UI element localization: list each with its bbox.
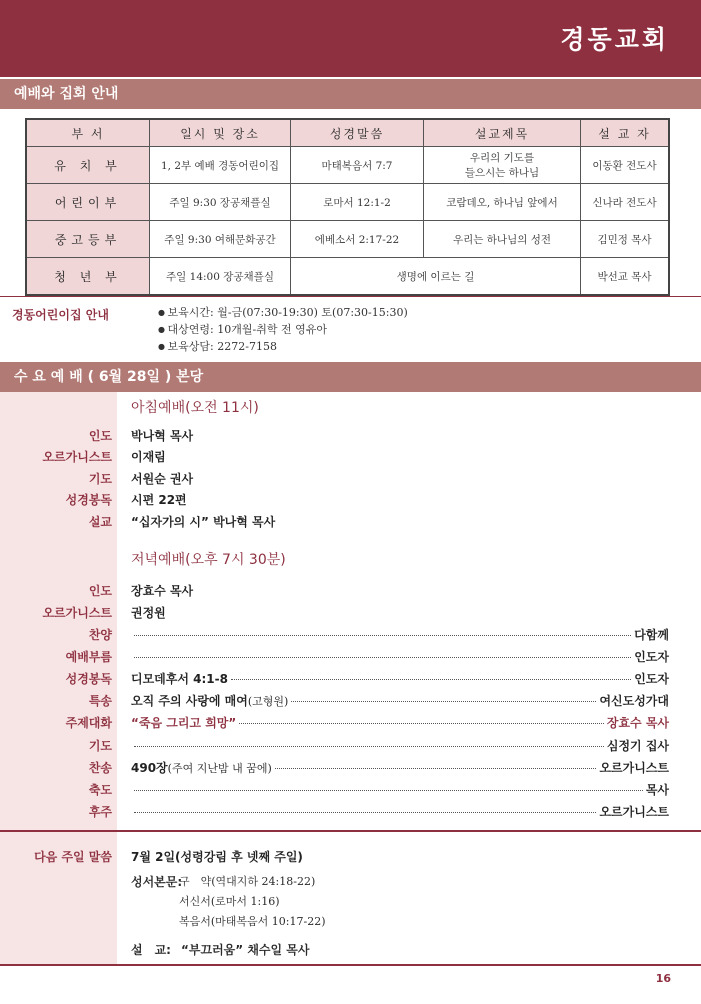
order-note: (고형원) xyxy=(247,695,289,708)
order-right: 다함께 xyxy=(634,628,669,642)
sermon-line: 우리의 기도를 xyxy=(469,152,535,164)
order-label: 특송 xyxy=(88,694,112,708)
table-row xyxy=(26,258,669,296)
order-right: 오르가니스트 xyxy=(599,761,669,775)
dot-leader xyxy=(134,635,631,636)
order-label: 축도 xyxy=(88,783,112,797)
order-row xyxy=(119,737,669,754)
scripture-cell: 로마서 12:1-2 xyxy=(291,184,424,221)
order-row xyxy=(119,692,669,709)
morning-title: 아침예배(오전 11시) xyxy=(131,400,259,416)
order-label: 찬양 xyxy=(88,628,112,642)
order-row xyxy=(119,648,669,665)
sermon-cell: 코람데오, 하나님 앞에서 xyxy=(424,184,581,221)
reading-item: 복음서(마태복음서 10:17-22) xyxy=(179,915,326,928)
order-label: 성경봉독 xyxy=(65,493,112,507)
daycare-list xyxy=(158,304,408,355)
order-value: 박나혁 목사 xyxy=(131,429,194,443)
reading-item: 구 약(역대지하 24:18-22) xyxy=(179,875,316,888)
order-label: 기도 xyxy=(88,739,112,753)
section-title: 수 요 예 배 ( 6월 28일 ) 본당 xyxy=(14,369,204,385)
dot-leader xyxy=(239,723,604,724)
column-header: 성경말씀 xyxy=(291,119,424,147)
order-label: 인도 xyxy=(88,584,112,598)
order-right: 인도자 xyxy=(634,650,669,664)
order-right: 목사 xyxy=(645,783,669,797)
column-header: 설 교 자 xyxy=(581,119,670,147)
order-right: 심정기 집사 xyxy=(606,739,669,753)
header-band xyxy=(0,0,701,77)
dept-cell: 청 년 부 xyxy=(26,258,150,296)
scripture-cell: 에베소서 2:17-22 xyxy=(291,221,424,258)
dept-cell: 중고등부 xyxy=(26,221,150,258)
order-label: 찬송 xyxy=(88,761,112,775)
order-label: 기도 xyxy=(88,472,112,486)
section-title: 예배와 집회 안내 xyxy=(14,86,119,102)
time-place-cell: 주일 9:30 여해문화공간 xyxy=(150,221,291,258)
order-row xyxy=(119,626,669,643)
dot-leader xyxy=(291,701,596,702)
order-left: 오직 주의 사랑에 매여(고형원) xyxy=(131,694,289,708)
order-row xyxy=(119,759,669,776)
sermon-cell xyxy=(424,147,581,184)
sermon-label: 설 교: xyxy=(131,943,171,957)
preacher-cell: 신나라 전도사 xyxy=(581,184,670,221)
order-label: 오르가니스트 xyxy=(42,450,112,464)
order-left: 490장(주여 지난밤 내 꿈에) xyxy=(131,761,272,775)
order-row xyxy=(119,781,669,798)
sermon-cell: 우리는 하나님의 성전 xyxy=(424,221,581,258)
preacher-cell: 이동환 전도사 xyxy=(581,147,670,184)
next-week-label: 다음 주일 말씀 xyxy=(34,850,112,864)
scripture-cell: 마태복음서 7:7 xyxy=(291,147,424,184)
reading-item: 서신서(로마서 1:16) xyxy=(179,895,280,908)
evening-title: 저녁예배(오후 7시 30분) xyxy=(131,552,286,568)
list-item: ● 보육상담: 2272-7158 xyxy=(158,338,408,355)
dot-leader xyxy=(275,768,597,769)
order-label: 오르가니스트 xyxy=(42,606,112,620)
order-label: 성경봉독 xyxy=(65,672,112,686)
preacher-cell: 김민정 목사 xyxy=(581,221,670,258)
dept-cell: 유 치 부 xyxy=(26,147,150,184)
dot-leader xyxy=(134,790,643,791)
order-left: 디모데후서 4:1-8 xyxy=(131,672,228,686)
readings-label: 성서본문: xyxy=(131,875,183,889)
order-row xyxy=(119,670,669,687)
section-bar-services xyxy=(0,79,701,109)
table-header-row xyxy=(26,119,669,147)
order-label: 예배부름 xyxy=(65,650,112,664)
order-right: 인도자 xyxy=(634,672,669,686)
sermon-value: “부끄러움” 채수일 목사 xyxy=(181,943,310,957)
section-bar-wednesday xyxy=(0,362,701,392)
divider xyxy=(0,964,701,966)
table-row xyxy=(26,221,669,258)
table-row xyxy=(26,147,669,184)
divider xyxy=(0,296,701,297)
order-value: 장효수 목사 xyxy=(131,584,194,598)
dot-leader xyxy=(134,746,604,747)
time-place-cell: 주일 9:30 장공채플실 xyxy=(150,184,291,221)
order-value: “십자가의 시” 박나혁 목사 xyxy=(131,515,276,529)
order-value: 시편 22편 xyxy=(131,493,187,507)
order-note: (주여 지난밤 내 꿈에) xyxy=(167,762,272,775)
order-right: 장효수 목사 xyxy=(606,716,669,730)
next-week-title: 7월 2일(성령강림 후 넷째 주일) xyxy=(131,850,303,864)
order-row xyxy=(119,803,669,820)
order-label: 설교 xyxy=(88,515,112,529)
list-item: ● 대상연령: 10개월-취학 전 영유아 xyxy=(158,321,408,338)
sermon-line: 들으시는 하나님 xyxy=(464,167,540,179)
schedule-table xyxy=(25,118,670,296)
order-value: 서원순 권사 xyxy=(131,472,194,486)
order-value: 이재림 xyxy=(131,450,166,464)
dot-leader xyxy=(231,679,631,680)
daycare-label: 경동어린이집 안내 xyxy=(12,308,109,322)
column-header: 설교제목 xyxy=(424,119,581,147)
column-header: 부 서 xyxy=(26,119,150,147)
merged-cell: 생명에 이르는 길 xyxy=(291,258,581,296)
church-name: 경동교회 xyxy=(560,25,669,54)
order-value: 권정원 xyxy=(131,606,166,620)
time-place-cell: 주일 14:00 장공채플실 xyxy=(150,258,291,296)
list-item: ● 보육시간: 월-금(07:30-19:30) 토(07:30-15:30) xyxy=(158,304,408,321)
order-label: 후주 xyxy=(88,805,112,819)
order-right: 여신도성가대 xyxy=(599,694,669,708)
dot-leader xyxy=(134,657,631,658)
order-row xyxy=(119,714,669,731)
order-right: 오르가니스트 xyxy=(599,805,669,819)
column-header: 일시 및 장소 xyxy=(150,119,291,147)
time-place-cell: 1, 2부 예배 경동어린이집 xyxy=(150,147,291,184)
dot-leader xyxy=(134,812,596,813)
preacher-cell: 박선교 목사 xyxy=(581,258,670,296)
table-row xyxy=(26,184,669,221)
order-label: 인도 xyxy=(88,429,112,443)
dept-cell: 어린이부 xyxy=(26,184,150,221)
order-label: 주제대화 xyxy=(65,716,112,730)
order-left: “죽음 그리고 희망” xyxy=(131,716,237,730)
page-number: 16 xyxy=(655,972,671,985)
